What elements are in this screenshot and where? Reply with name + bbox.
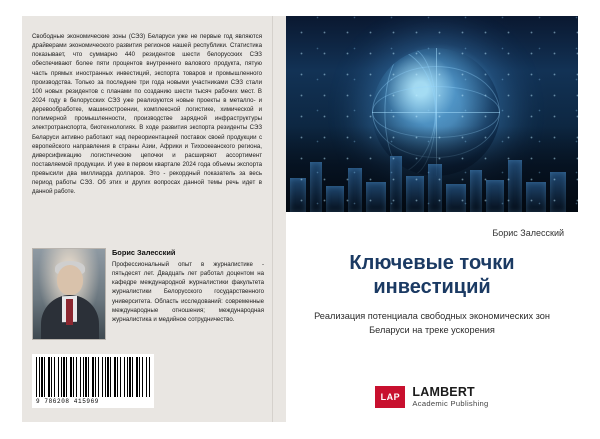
photo-head	[57, 265, 83, 295]
front-cover-text-area	[286, 212, 578, 422]
back-cover-panel	[22, 16, 272, 422]
barcode-number: 9 786208 415969	[36, 398, 100, 405]
front-cover-panel	[286, 16, 578, 422]
back-cover-blurb: Свободные экономические зоны (СЭЗ) Беларуси уже не первые год являются драйверами экономического развития регионов нашей республики. Статистика показывает, что суммарно 440 резидентов шести белорусских СЭЗ обеспечивают более пяти процентов внутреннего валового продукта, пятую часть прямых иностранных инвестиций, экспорта товаров и промышленного производства. Только за последние три года новыми участниками СЭЗ стали 100 новых резидентов с планами по созданию шести тысяч рабочих мест. В 2024 году в белорусских СЭЗ уже реализуются новые проекты в металло- и деревообработке, машиностроении, комплексной логистике, химической и полимерной промышленности, производстве зарядной инфраструктуры электротранспорта, биотехнологиях. В ходе развития экспорта резиденты СЭЗ Беларуси активно работают над переориентацией поставок своей продукции с европейского направления в страны Азии, Африки и Тихоокеанского региона, диверсификацию логистические цепочки и расширяют ассортимент поставляемой продукции. И уже в первом квартале 2024 года объемы экспорта превысили два миллиарда долларов. Это - рекордный показатель за весь период работы СЭЗ. Об этих и других вопросах данной темы речь идет в данной работе.	[32, 33, 262, 196]
cover-artwork	[286, 16, 578, 212]
author-block	[32, 248, 264, 338]
book-subtitle: Реализация потенциала свободных экономических зон Беларуси на треке ускорения	[314, 311, 550, 335]
author-photo	[32, 248, 106, 340]
publisher-subtitle: Academic Publishing	[412, 398, 489, 408]
author-info	[112, 248, 264, 324]
author-bio: Профессиональный опыт в журналистике - пятьдесят лет. Двадцать лет работал доцентом на кафедре международной журналистики факультета журналистики Белорусского государственного университета. Область исследований: современные международные отношения; международная журналистика и медийное сотрудничество.	[112, 261, 264, 323]
network-dots-overlay	[286, 16, 578, 212]
publisher-block	[286, 386, 578, 408]
front-author-name: Борис Залесский	[492, 228, 564, 238]
publisher-name: LAMBERT	[412, 384, 475, 399]
publisher-logo: LAP	[375, 386, 405, 408]
barcode	[32, 354, 154, 408]
book-title: Ключевые точки инвестиций	[349, 252, 515, 298]
barcode-bars	[36, 357, 150, 397]
author-name: Борис Залесский	[112, 248, 176, 257]
photo-tie	[66, 299, 73, 325]
publisher-text	[412, 386, 488, 408]
